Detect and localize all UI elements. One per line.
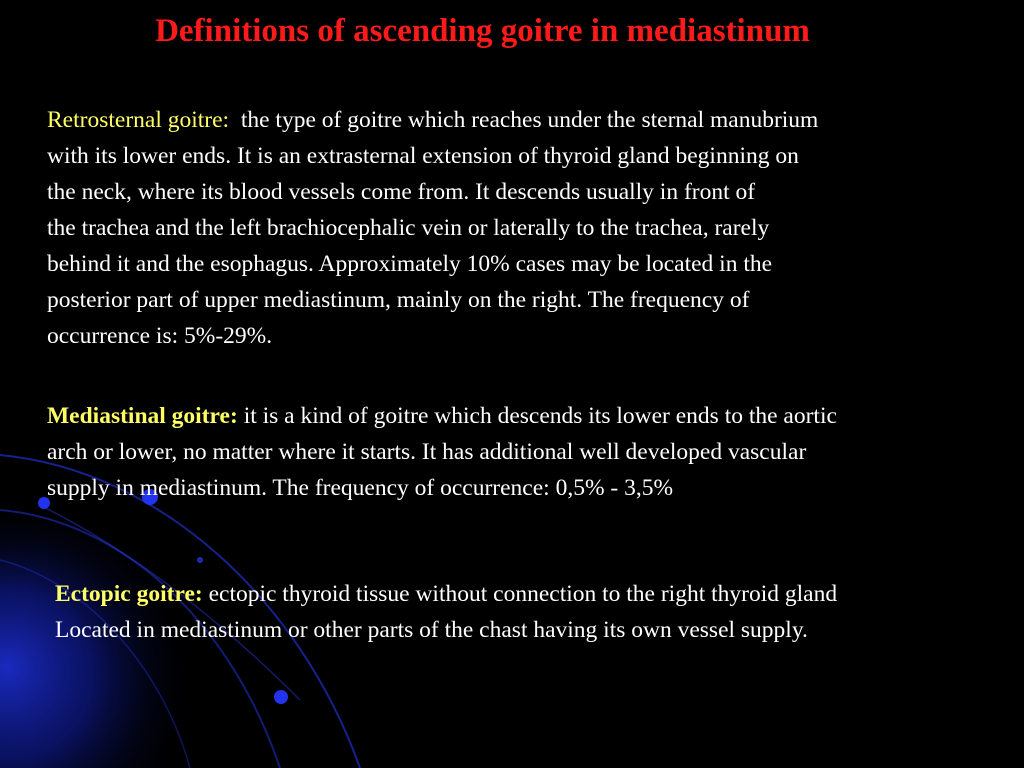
mediastinal-goitre-label: Mediastinal goitre: [47,403,238,429]
ectopic-first-line [55,576,1015,612]
ectopic-goitre-label: Ectopic goitre: [55,581,203,607]
mediastinal-text-line-1: it is a kind of goitre which descends its lower ends to the aortic [243,403,837,429]
mediastinal-text-line-3: supply in mediastinum. The frequency of occurrence: 0,5% - 3,5% [47,475,674,501]
retrosternal-text-line-3: the neck, where its blood vessels come from. It descends usually in front of [47,179,756,205]
retrosternal-goitre-separator: : [222,107,230,133]
retrosternal-text-line-7: occurrence is: 5%-29%. [47,323,273,349]
retrosternal-text-line-1: the type of goitre which reaches under the sternal manubrium [240,107,819,133]
retrosternal-text-line-4: the trachea and the left brachiocephalic vein or laterally to the trachea, rarely [47,215,770,241]
retrosternal-first-line [47,102,1007,138]
retrosternal-text-line-2: with its lower ends. It is an extrasternal extension of thyroid gland beginning on [47,143,799,169]
blue-dot-3 [274,690,288,704]
retrosternal-text-line-5: behind it and the esophagus. Approximately 10% cases may be located in the [47,251,773,277]
ectopic-text-line-2: Located in mediastinum or other parts of the chast having its own vessel supply. [55,617,808,643]
mediastinal-text-line-2: arch or lower, no matter where it starts. It has additional well developed vascular [47,439,807,465]
slide-title: Definitions of ascending goitre in mediastinum [155,13,810,49]
mediastinal-goitre-paragraph [47,398,1017,506]
retrosternal-goitre-paragraph [47,102,1007,354]
ectopic-goitre-paragraph [55,576,1015,648]
retrosternal-goitre-label: Retrosternal goitre [47,107,223,133]
mediastinal-first-line [47,398,1017,434]
ectopic-text-line-1: ectopic thyroid tissue without connection to the right thyroid gland [208,581,838,607]
blue-dot-4 [197,557,203,563]
retrosternal-text-line-6: posterior part of upper mediastinum, mainly on the right. The frequency of [47,287,750,313]
